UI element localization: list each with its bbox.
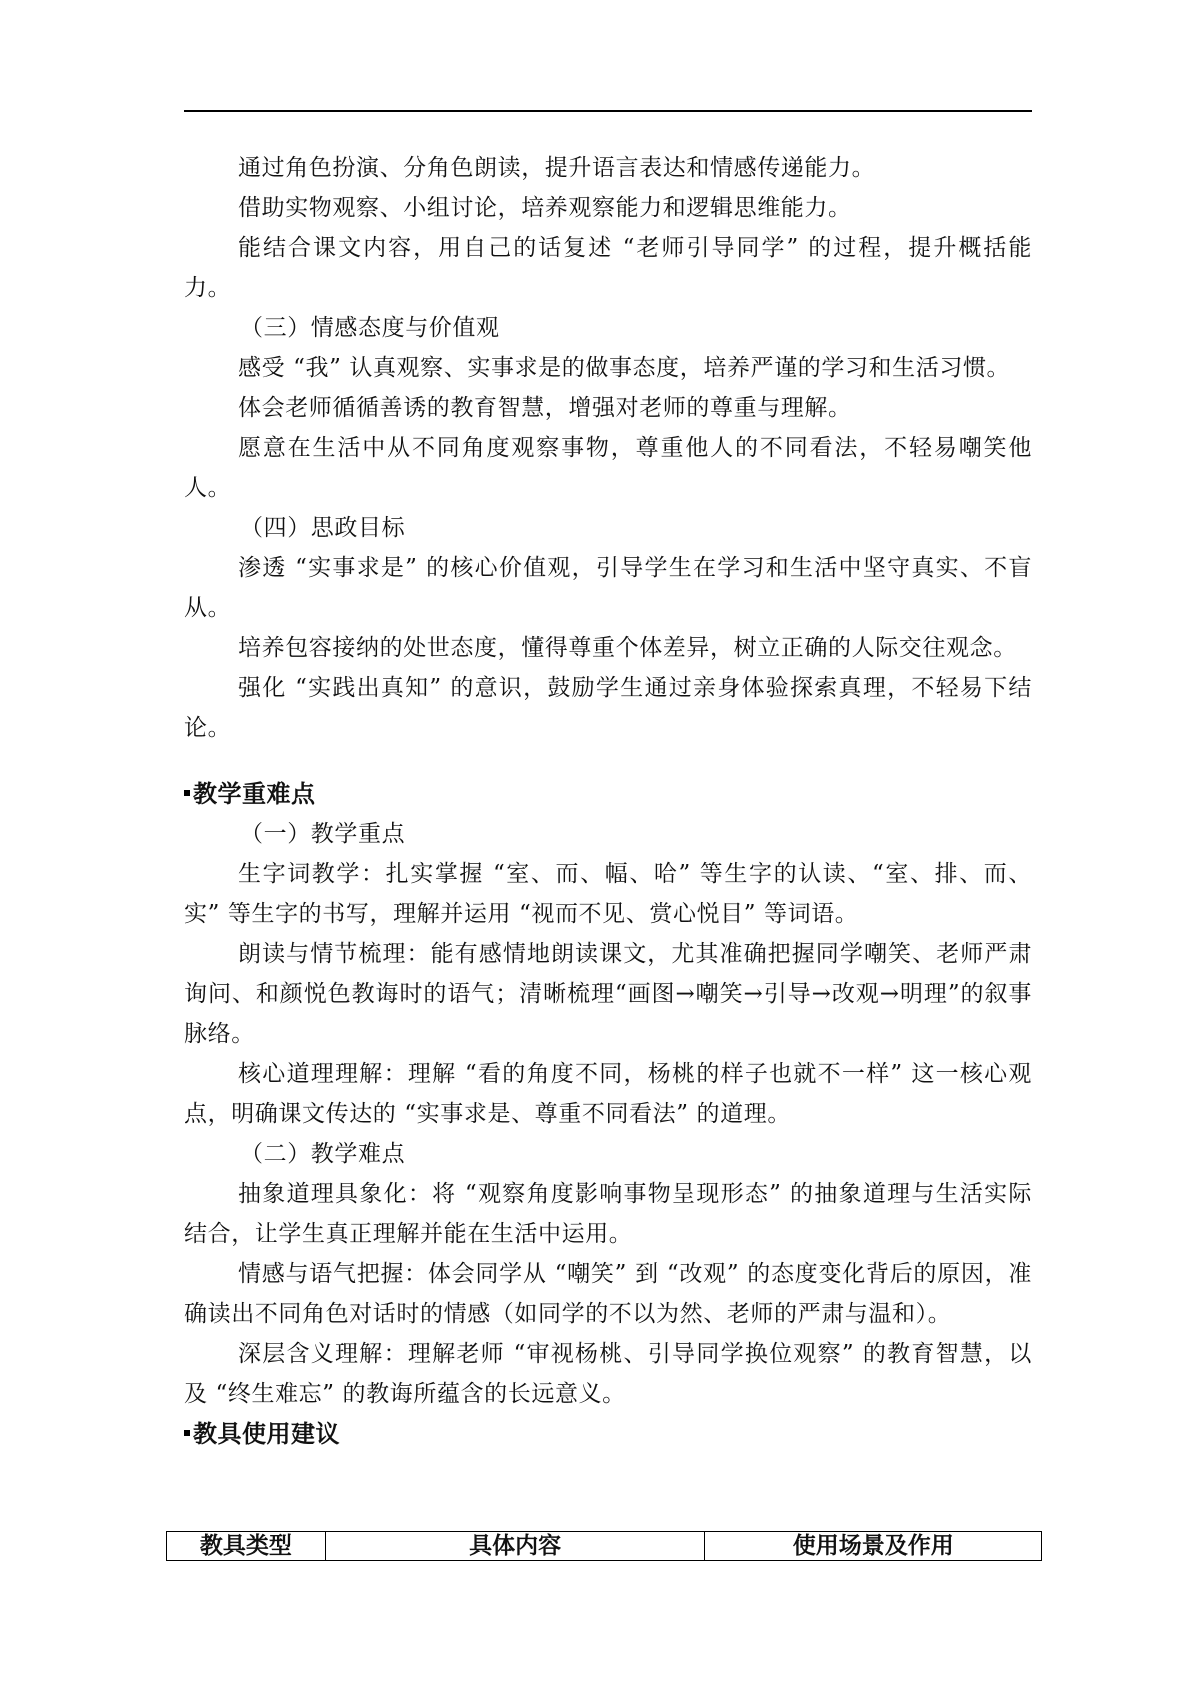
difficult-points-paragraph-3: 深层含义理解：理解老师 “审视杨桃、引导同学换位观察” 的教育智慧，以及 “终生难忘” 的教诲所蕴含的长远意义。 bbox=[184, 1341, 1032, 1407]
tools-heading-text: 教具使用建议 bbox=[193, 1420, 340, 1448]
ideology-paragraph-3: 强化 “实践出真知” 的意识，鼓励学生通过亲身体验探索真理，不轻易下结论。 bbox=[184, 675, 1032, 741]
column-header-usage: 使用场景及作用 bbox=[705, 1532, 1042, 1561]
key-points-paragraph-2: 朗读与情节梳理：能有感情地朗读课文，尤其准确把握同学嘲笑、老师严肃询问、和颜悦色教诲时的语气；清晰梳理“画图→嘲笑→引导→改观→明理”的叙事脉络。 bbox=[184, 941, 1032, 1047]
key-points-paragraph-3: 核心道理理解：理解 “看的角度不同，杨桃的样子也就不一样” 这一核心观点，明确课文传达的 “实事求是、尊重不同看法” 的道理。 bbox=[184, 1061, 1032, 1127]
key-points-heading-text: 教学重难点 bbox=[193, 780, 316, 808]
tools-table bbox=[166, 1531, 1042, 1561]
header-rule bbox=[184, 110, 1032, 112]
emotion-paragraph-2: 体会老师循循善诱的教育智慧，增强对老师的尊重与理解。 bbox=[238, 395, 852, 421]
tools-heading bbox=[184, 1414, 1032, 1454]
square-bullet-icon bbox=[184, 790, 190, 796]
column-header-content: 具体内容 bbox=[325, 1532, 705, 1561]
emotion-section-title: （三）情感态度与价值观 bbox=[240, 315, 500, 341]
difficult-points-paragraph-1: 抽象道理具象化：将 “观察角度影响事物呈现形态” 的抽象道理与生活实际结合，让学生真正理解并能在生活中运用。 bbox=[184, 1181, 1032, 1247]
square-bullet-icon bbox=[184, 1430, 190, 1436]
ideology-paragraph-2: 培养包容接纳的处世态度，懂得尊重个体差异，树立正确的人际交往观念。 bbox=[238, 635, 1017, 661]
ideology-section-title: （四）思政目标 bbox=[240, 515, 406, 541]
key-points-paragraph-1: 生字词教学：扎实掌握 “室、而、幅、哈” 等生字的认读、“室、排、而、实” 等生字的书写，理解并运用 “视而不见、赏心悦目” 等词语。 bbox=[184, 861, 1032, 927]
document-body bbox=[184, 148, 1032, 1454]
column-header-tool-type: 教具类型 bbox=[167, 1532, 326, 1561]
table-header-row bbox=[167, 1532, 1042, 1561]
skills-paragraph-1: 通过角色扮演、分角色朗读，提升语言表达和情感传递能力。 bbox=[238, 155, 876, 181]
emotion-paragraph-1: 感受 “我” 认真观察、实事求是的做事态度，培养严谨的学习和生活习惯。 bbox=[238, 355, 1011, 381]
skills-paragraph-2: 借助实物观察、小组讨论，培养观察能力和逻辑思维能力。 bbox=[238, 195, 852, 221]
key-points-title: （一）教学重点 bbox=[240, 821, 406, 847]
skills-paragraph-3: 能结合课文内容，用自己的话复述 “老师引导同学” 的过程，提升概括能力。 bbox=[184, 235, 1032, 301]
difficult-points-paragraph-2: 情感与语气把握：体会同学从 “嘲笑” 到 “改观” 的态度变化背后的原因，准确读出不同角色对话时的情感（如同学的不以为然、老师的严肃与温和）。 bbox=[184, 1261, 1032, 1327]
emotion-paragraph-3: 愿意在生活中从不同角度观察事物，尊重他人的不同看法，不轻易嘲笑他人。 bbox=[184, 435, 1032, 501]
ideology-paragraph-1: 渗透 “实事求是” 的核心价值观，引导学生在学习和生活中坚守真实、不盲从。 bbox=[184, 555, 1032, 621]
key-points-heading bbox=[184, 774, 1032, 814]
difficult-points-title: （二）教学难点 bbox=[240, 1141, 406, 1167]
